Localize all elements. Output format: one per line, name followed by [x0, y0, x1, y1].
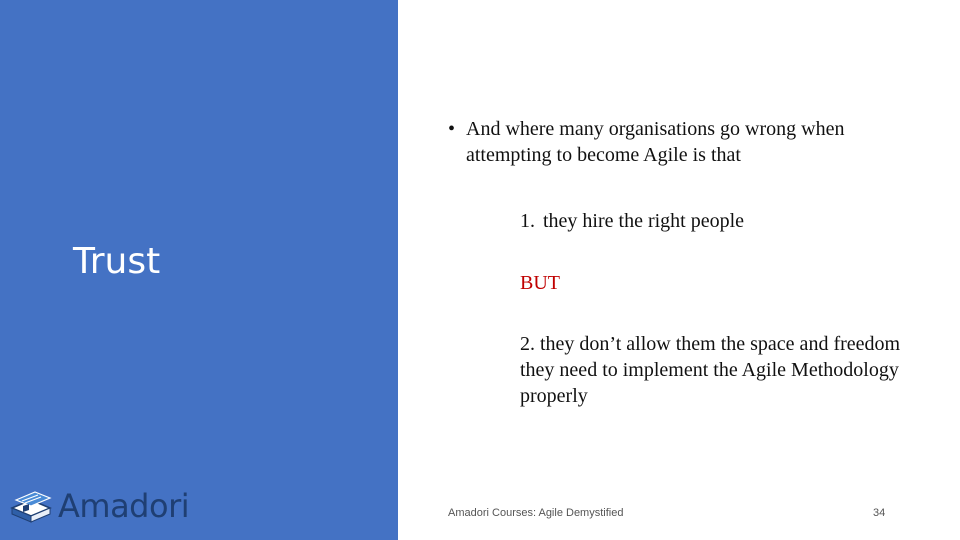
page-number: 34 [873, 507, 886, 519]
slide-title: Trust [73, 241, 161, 282]
list-item-1-number: 1. [520, 210, 535, 232]
footer-text: Amadori Courses: Agile Demystified [448, 507, 624, 519]
bullet-point [448, 116, 908, 168]
book-stack-icon [8, 486, 54, 526]
amadori-logo [8, 486, 189, 526]
left-panel [0, 0, 398, 540]
logo-text: Amadori [58, 487, 190, 525]
bullet-dot-icon: • [448, 118, 456, 140]
slide-content [448, 116, 908, 168]
list-item-2: 2. they don’t allow them the space and freedom they need to implement the Agile Methodology properly [520, 333, 901, 407]
list-item-1 [520, 208, 744, 234]
but-text: BUT [520, 272, 560, 294]
list-item-1-text: they hire the right people [543, 210, 745, 232]
bullet-text: And where many organisations go wrong when attempting to become Agile is that [466, 118, 845, 166]
